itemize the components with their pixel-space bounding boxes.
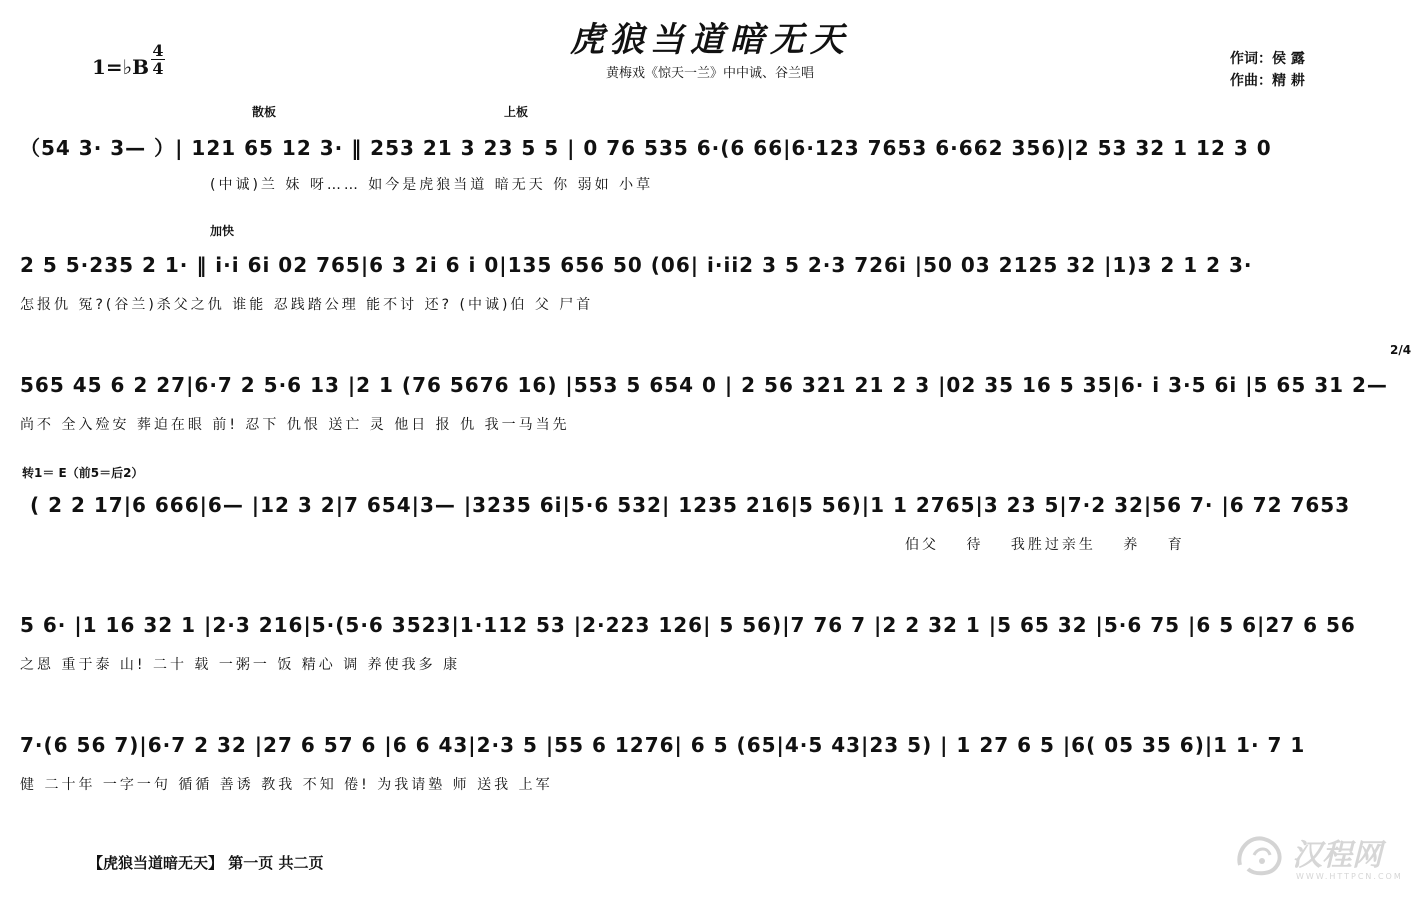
music-system-4-notes: ( 2 2 17|6 666|6— |12 3 2|7 654|3— |3235 6i|5·6 532| 1235 216|5 56)|1 1 2765|3 23 5|7·2 32|56 7· |6 72 7653: [30, 493, 1351, 517]
page-title: 虎狼当道暗无天: [570, 20, 850, 60]
music-system-2-lyrics: 怎报仇 冤?(谷兰)杀父之仇 谁能 忍践踏公理 能不讨 还? (中诚)伯 父 尸首: [20, 297, 594, 313]
page-footer: 【虎狼当道暗无天】 第一页 共二页: [88, 854, 324, 872]
subtitle: 黄梅戏《惊天一兰》中中诚、谷兰唱: [605, 66, 814, 81]
watermark-site-name: 汉程网: [1292, 838, 1382, 873]
composer-credit: 作曲：精 耕: [1230, 73, 1305, 89]
music-system-3-notes: 565 45 6 2 27|6·7 2 5·6 13 |2 1 (76 5676 16) |553 5 654 0 | 2 56 321 21 2 3 |02 35 16 5 35|6· i 3·5 6i |5 65 31 2—: [20, 373, 1388, 397]
music-system-1-lyrics: (中诚)兰 妹 呀…… 如今是虎狼当道 暗无天 你 弱如 小草: [210, 177, 654, 193]
tempo-sanban: 散板: [252, 105, 277, 119]
tempo-shangban: 上板: [504, 105, 529, 119]
time-signature-denominator: 4: [152, 59, 164, 78]
watermark-url: WWW.HTTPCN.COM: [1296, 872, 1403, 881]
music-system-6-notes: 7·(6 56 7)|6·7 2 32 |27 6 57 6 |6 6 43|2·3 5 |55 6 1276| 6 5 (65|4·5 43|23 5) | 1 27 6 5 |6( 05 35 6)|1 1· 7 1: [20, 733, 1306, 757]
music-system-6-lyrics: 健 二十年 一字一句 循循 善诱 教我 不知 倦! 为我请塾 师 送我 上军: [20, 777, 553, 793]
time-signature-numerator: 4: [152, 41, 164, 60]
lyricist-credit: 作词：侯 露: [1230, 51, 1305, 67]
modulation-mark: 转1＝ E（前5＝后2）: [22, 466, 144, 480]
watermark-logo-icon: [1232, 825, 1292, 880]
music-system-2-notes: 2 5 5·235 2 1· ‖ i·i 6i 02 765|6 3 2i 6 i 0|135 656 50 (06| i·ii2 3 5 2·3 726i |50 03 2125 32 |1)3 2 1 2 3·: [20, 253, 1253, 277]
meter-change: 2/4: [1390, 343, 1412, 357]
time-signature: [150, 42, 166, 77]
tempo-jiakuai: 加快: [210, 224, 235, 238]
watermark: [1232, 825, 1292, 884]
music-system-5-notes: 5 6· |1 16 32 1 |2·3 216|5·(5·6 3523|1·112 53 |2·223 126| 5 56)|7 76 7 |2 2 32 1 |5 65 32 |5·6 75 |6 5 6|27 6 56: [20, 613, 1356, 637]
music-system-5-lyrics: 之恩 重于泰 山! 二十 载 一粥一 饭 精心 调 养使我多 康: [20, 657, 461, 673]
music-system-1-notes: （54 3· 3— ）| 121 65 12 3· ‖ 253 21 3 23 5 5 | 0 76 535 6·(6 66|6·123 7653 6·662 356)|2 53 32 1 12 3 0: [20, 136, 1272, 160]
music-system-3-lyrics: 尚不 全入殓安 葬迫在眼 前! 忍下 仇恨 送亡 灵 他日 报 仇 我一马当先: [20, 417, 570, 433]
music-system-4-lyrics: 伯父 待 我胜过亲生 养 育: [905, 537, 1185, 553]
key-signature: 1=♭B: [92, 55, 150, 79]
